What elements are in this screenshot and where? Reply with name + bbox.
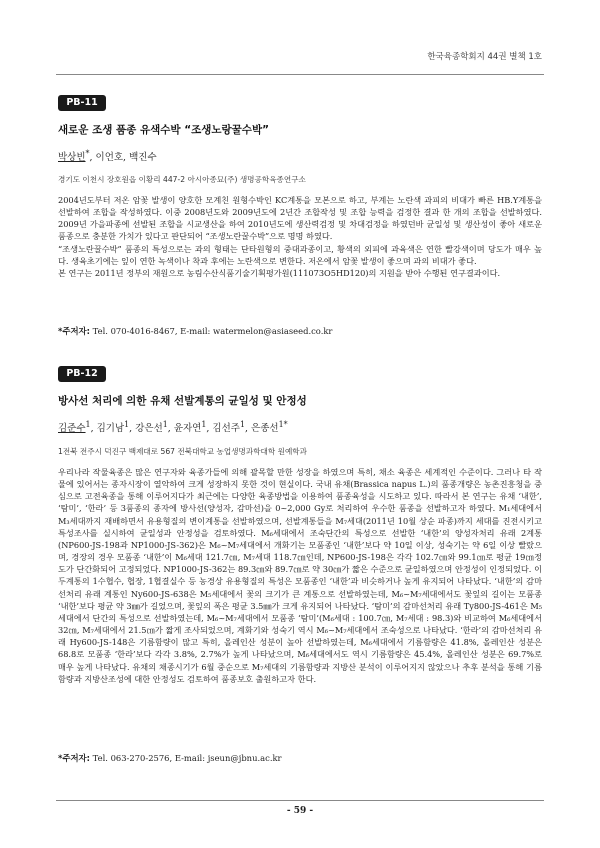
body-paragraph: 2004년도부터 저온 암꽃 발생이 양호한 모계친 원형수박인 KC계통을 모본으로 하고, 부계는 노란색 과피의 비대가 빠른 HB.Y계통을 선발하여 조합을 작성하였다. 이중 2008년도와 2009년도에 2년간 조합작성 및 조합 능력을 검정한 결과 한 개의 조합을 선발하였다. 2009년 가을파종에 선발된 조합을 시교생산을 하여 2010년도에 생산력검정 및 차대검정을 하였던바 균일성 및 생산성이 좋아 새로운 품종으로 충분한 가치가 있다고 판단되어 “조생노란꿀수박”으로 명명 하였다. — [58, 195, 542, 242]
author-marker: 1 — [239, 420, 245, 429]
author-marker: * — [85, 149, 90, 158]
abstract-title: 새로운 조생 품종 유색수박 “조생노랑꿀수박” — [58, 124, 269, 136]
presenting-author: 박상빈 — [58, 152, 86, 164]
header-rule — [56, 74, 544, 75]
affiliation: 경기도 이천시 장호원읍 이황리 447-2 아시아종묘(주) 생명공학육종연구소 — [58, 175, 306, 184]
co-authors: , 이언호, 백진수 — [89, 152, 157, 164]
author-list — [58, 149, 157, 163]
body-paragraph: 본 연구는 2011년 정부의 재원으로 농림수산식품기술기획평가원(111073O5HD120)의 지원을 받아 수행된 연구결과이다. — [58, 267, 501, 278]
abstract-id-badge: PB-11 — [58, 95, 106, 111]
contact-label: *주저자: — [58, 326, 90, 336]
contact-text: Tel. 063-270-2576, E-mail: jseun@jbnu.ac.kr — [92, 753, 282, 763]
author-marker: 1 — [162, 420, 168, 429]
author-marker: 1 — [124, 420, 130, 429]
journal-header: 한국육종학회지 44권 별책 1호 — [427, 52, 542, 62]
contact-text: Tel. 070-4016-8467, E-mail: watermelon@asiaseed.co.kr — [92, 326, 333, 336]
abstract-title: 방사선 처리에 의한 유채 선발계통의 균일성 및 안정성 — [58, 395, 307, 407]
abstract-id-badge: PB-12 — [58, 366, 106, 382]
body-paragraph: 우리나라 작물육종은 많은 연구자와 육종가들에 의해 괄목할 만한 성장을 하였으며 특히, 채소 육종은 세계적인 수준이다. 그러나 타 작물에 있어서는 종자시장이 열악하여 크게 성장하지 못한 것이 현실이다. 국내 유채(Brassica napus L.)의 품종개량은 농촌진흥청을 중심으로 고전육종을 통해 이루어지다가 최근에는 다양한 육종방법을 이용하여 품종육성을 시도하고 있다. 따라서 본 연구는 유채 ‘내한’, ‘탐미’, ‘한라’ 등 3품종의 종자에 방사선(양성자, 감마선)을 0~2,000 Gy로 처리하여 우수한 품종을 선발하고자 하였다. M₁세대에서 M₃세대까지 재배하면서 유용형질의 변이계통을 선발하였으며, 선발계통들을 M₇세대(2011년 10월 상순 파종)까지 세대를 진전시키고 특성조사를 실시하여 균일성과 안정성을 검토하였다. M₆세대에서 조숙단간의 특성으로 선발한 ‘내한’의 양성자처리 유래 2계통(NP600-JS-198과 NP1000-JS-362)은 M₆~M₇세대에서 개화기는 모품종인 ‘내한’보다 약 10일 이상, 성숙기는 약 6일 이상 빨랐으며, 경장의 경우 모품종 ‘내한’이 M₆세대 121.7㎝, M₇세대 118.7㎝인데, NP600-JS-198은 각각 102.7㎝와 99.1㎝로 평균 19㎝정도가 단간화되어 고정되었다. NP1000-JS-362는 89.3㎝와 89.7㎝로 약 30㎝가 짧은 수준으로 균일하였으며 안정성이 인정되었다. 이 두계통의 1수협수, 협장, 1협결실수 등 농경상 유용형질의 특성은 모품종인 ‘내한’과 비슷하거나 높게 유지되어 나타났다. ‘내한’의 감마선처리 유래 계통인 Ny600-JS-638은 M₅세대에서 꽃의 크기가 큰 계통으로 선발하였는데, M₆~M₇세대에서도 꽃잎의 길이는 모품종 ‘내한’보다 평균 약 3㎜가 길었으며, 꽃잎의 폭은 평균 3.5㎜가 크게 유지되어 나타났다. ‘탐미’의 감마선처리 유래 Ty800-JS-461은 M₅세대에서 단간의 특성으로 선발하였는데, M₆~M₇세대에서 모품종 ‘탐미’(M₆세대 : 100.7㎝, M₇세대 : 98.3)와 비교하여 M₆세대에서 32㎝, M₇세대에서 21.5㎝가 짧게 조사되었으며, 계화기와 성숙기 역시 M₆~M₇세대에서 조숙성으로 나타났다. ‘한라’의 감마선처리 유래 Hy600-JS-148은 기름함량이 많고 특히, 올레인산 성분이 높아 선발하였는데, M₆세대에서 기름함량은 41.8%, 올레인산 성분은 68.8로 모품종 ‘한라’보다 각각 3.8%, 2.7%가 높게 나타났으며, M₆세대에서도 역시 기름함량은 45.4%, 올레인산 성분은 69.7%로 매우 높게 나타났다. 유채의 채종시기가 6월 중순으로 M₇세대의 기름함량과 지방산 분석이 이루어지지 않았으나 추후 분석을 통해 기름함량과 지방산조성에 대한 안정성도 검토하여 품종보호 출원하고자 한다. — [58, 467, 542, 684]
footer-rule — [56, 800, 544, 801]
author-marker: 1 — [201, 420, 207, 429]
author-marker: 1 — [85, 420, 91, 429]
contact-label: *주저자: — [58, 753, 90, 763]
presenting-author: 김준수 — [58, 423, 86, 435]
abstract-body — [58, 194, 542, 279]
contact-line — [58, 325, 332, 337]
contact-line — [58, 752, 282, 764]
body-paragraph: “조생노란꿀수박” 품종의 특성으로는 과의 형태는 단타원형의 중대과종이고, 황색의 외피에 과육색은 연한 빨강색이며 당도가 매우 높다. 생육초기에는 잎이 연한 녹색이나 착과 후에는 노란색으로 변한다. 저온에서 암꽃 발생이 좋으며 과의 비대가 좋다. — [58, 243, 542, 266]
abstract-body — [58, 466, 542, 685]
co-author: , 은종선 — [245, 423, 279, 435]
author-list — [58, 420, 288, 434]
co-author: , 강은선 — [129, 423, 163, 435]
co-author: , 김선주 — [206, 423, 240, 435]
page-number: - 59 - — [286, 806, 314, 816]
affiliation: 1전북 전주시 덕진구 백제대로 567 전북대학교 농업생명과학대학 원예학과 — [58, 447, 307, 456]
author-marker: 1* — [278, 420, 288, 429]
co-author: , 김기남 — [90, 423, 125, 435]
co-author: , 윤자연 — [167, 423, 202, 435]
